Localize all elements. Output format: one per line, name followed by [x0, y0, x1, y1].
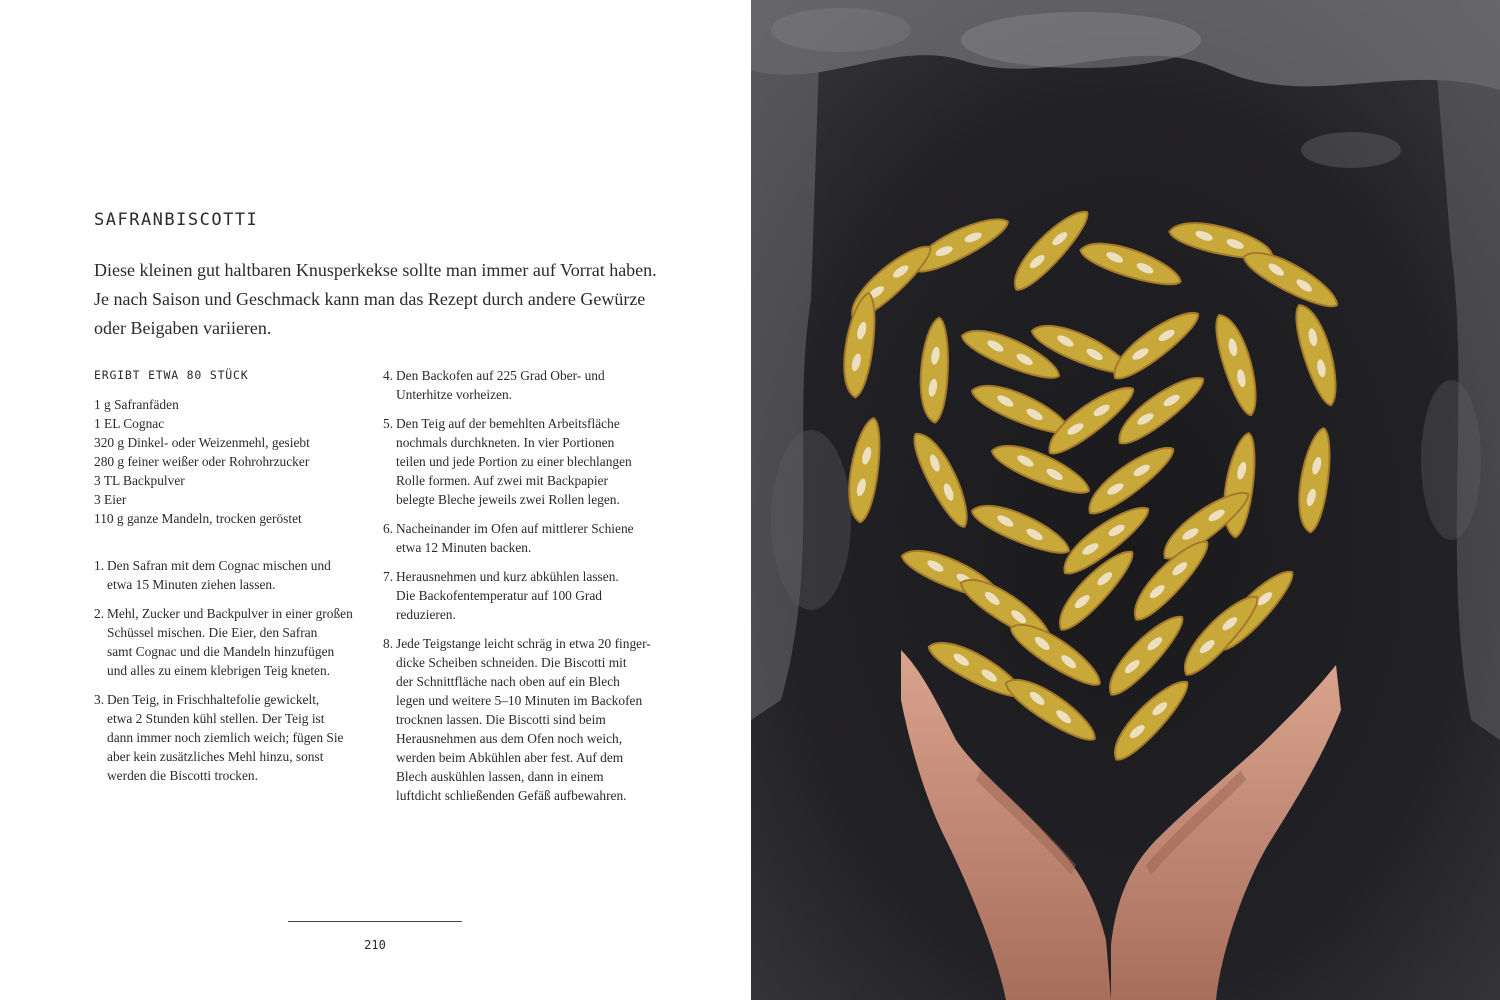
- recipe-column-left: [94, 366, 374, 795]
- step-text: Nacheinander im Ofen auf mittlerer Schiene etwa 12 Minuten backen.: [396, 521, 634, 555]
- step-list-left: [94, 556, 374, 785]
- ingredient-item: 3 Eier: [94, 492, 127, 507]
- step-item: [94, 604, 374, 680]
- ingredient-item: 1 EL Cognac: [94, 416, 165, 431]
- step-item: [383, 366, 673, 404]
- ingredient-item: 1 g Safranfäden: [94, 397, 179, 412]
- step-item: [383, 414, 673, 509]
- page-number: 210: [364, 938, 386, 952]
- ingredient-list: [94, 395, 374, 528]
- ingredient-item: 280 g feiner weißer oder Rohrohrzucker: [94, 454, 310, 469]
- recipe-title: SAFRANBISCOTTI: [94, 210, 259, 230]
- step-item: [383, 567, 673, 624]
- step-list-right: [383, 366, 673, 805]
- step-number: 1.: [94, 558, 105, 573]
- recipe-column-right: [383, 366, 673, 815]
- step-text: Den Safran mit dem Cognac mischen und etwa 15 Minuten ziehen lassen.: [107, 558, 331, 592]
- step-text: Mehl, Zucker und Backpulver in einer großen Schüssel mischen. Die Eier, den Safran samt Cognac und die Mandeln hinzufügen und alles zu einem klebrigen Teig kneten.: [107, 606, 353, 678]
- biscotti-heart-photo: [751, 0, 1500, 1000]
- step-number: 7.: [383, 569, 394, 584]
- step-text: Den Backofen auf 225 Grad Ober- und Unterhitze vorheizen.: [396, 368, 605, 402]
- step-item: [383, 634, 673, 805]
- step-text: Den Teig, in Frischhaltefolie gewickelt, etwa 2 Stunden kühl stellen. Der Teig ist dann immer noch ziemlich weich; fügen Sie aber kein zusätzliches Mehl hinzu, sonst werden die Biscotti trocken.: [107, 692, 344, 783]
- step-number: 6.: [383, 521, 394, 536]
- step-text: Herausnehmen und kurz abkühlen lassen. Die Backofentemperatur auf 100 Grad reduzieren.: [396, 569, 619, 622]
- step-number: 8.: [383, 636, 394, 651]
- recipe-intro: Diese kleinen gut haltbaren Knusperkekse sollte man immer auf Vorrat haben. Je nach Saison und Geschmack kann man das Rezept durch andere Gewürze oder Beigaben variieren.: [94, 260, 657, 338]
- photo-illustration: [751, 0, 1500, 1000]
- ingredient-item: 3 TL Backpulver: [94, 473, 185, 488]
- step-item: [94, 690, 374, 785]
- step-number: 4.: [383, 368, 394, 383]
- yield-label: ERGIBT ETWA 80 STÜCK: [94, 368, 249, 382]
- ingredient-item: 110 g ganze Mandeln, trocken geröstet: [94, 511, 302, 526]
- step-number: 2.: [94, 606, 105, 621]
- step-item: [94, 556, 374, 594]
- step-text: Den Teig auf der bemehlten Arbeitsfläche nochmals durchkneten. In vier Portionen teilen und jede Portion zu einer blechlangen Rolle formen. Auf zwei mit Backpapier belegte Bleche jeweils zwei Rollen legen.: [396, 416, 632, 507]
- step-number: 5.: [383, 416, 394, 431]
- step-number: 3.: [94, 692, 105, 707]
- step-text: Jede Teigstange leicht schräg in etwa 20 finger- dicke Scheiben schneiden. Die Biscotti mit der Schnittfläche nach oben auf ein Blech legen und weitere 5–10 Minuten im Backofen trocknen lassen. Die Biscotti sind beim Herausnehmen aus dem Ofen noch weich, werden beim Abkühlen aber fest. Auf dem Blech auskühlen lassen, dann in einem luftdicht schließenden Gefäß aufbewahren.: [396, 636, 651, 803]
- footer-rule: [288, 921, 462, 922]
- step-item: [383, 519, 673, 557]
- ingredient-item: 320 g Dinkel- oder Weizenmehl, gesiebt: [94, 435, 310, 450]
